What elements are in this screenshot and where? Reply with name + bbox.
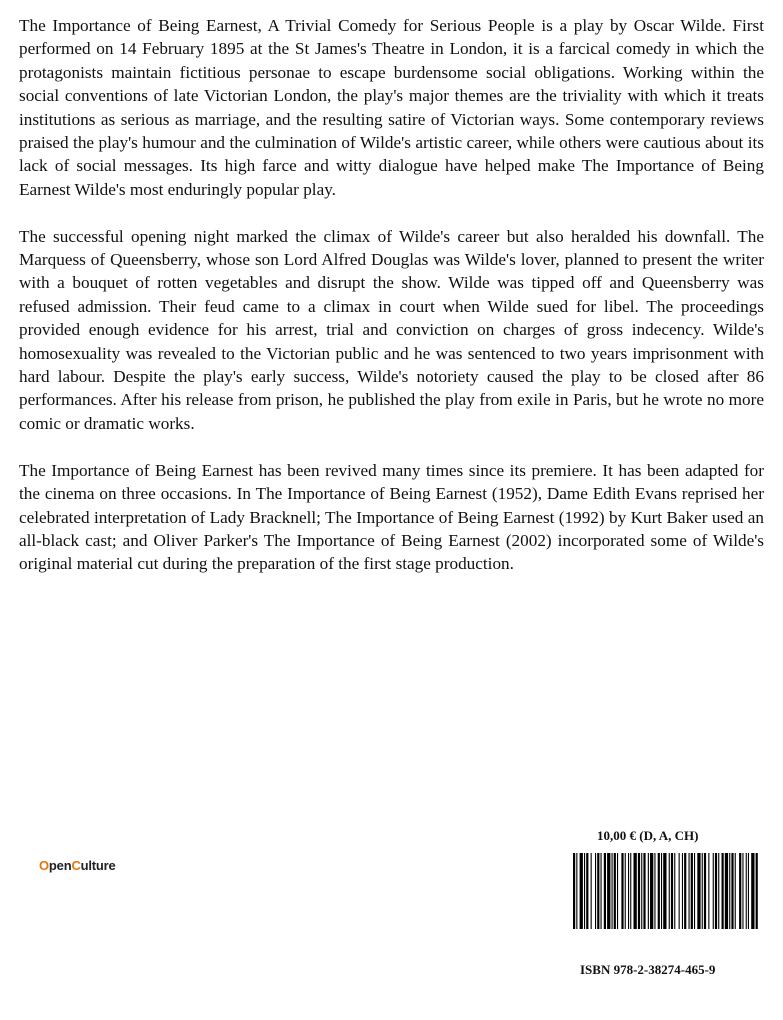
barcode-bar bbox=[725, 853, 728, 929]
barcode-bar bbox=[663, 853, 666, 929]
barcode-bar bbox=[682, 853, 683, 929]
barcode-bar bbox=[739, 853, 741, 929]
barcode-bar bbox=[751, 853, 754, 929]
barcode-bar bbox=[648, 853, 649, 929]
barcode-bar bbox=[591, 853, 592, 929]
blurb-paragraph-1: The Importance of Being Earnest, A Trivial Comedy for Serious People is a play by Oscar Wilde. First performed on 14 February 1895 at the St James's Theatre in London, it is a farcical comedy in which the protagonists maintain fictitious personae to escape burdensome social obligations. Working within the social conventions of late Victorian London, the play's major themes are the triviality with which it treats institutions as serious as marriage, and the resulting satire of Victorian ways. Some contemporary reviews praised the play's humour and the culmination of Wilde's artistic career, while others were cautious about its lack of social messages. Its high farce and witty dialogue have helped make The Importance of Being Earnest Wilde's most enduringly popular play. bbox=[19, 16, 764, 199]
barcode-bar bbox=[604, 853, 606, 929]
barcode-bar bbox=[654, 853, 655, 929]
barcode-bar bbox=[689, 853, 690, 929]
logo-letter-o: O bbox=[39, 858, 49, 873]
barcode-bar bbox=[628, 853, 629, 929]
barcode-bar bbox=[625, 853, 626, 929]
barcode-bar bbox=[729, 853, 730, 929]
barcode-bar bbox=[674, 853, 675, 929]
barcode-bar bbox=[638, 853, 640, 929]
barcode-bar bbox=[713, 853, 714, 929]
barcode-bar bbox=[601, 853, 602, 929]
barcode-bar bbox=[718, 853, 719, 929]
barcode-bar bbox=[650, 853, 653, 929]
back-cover-blurb bbox=[19, 14, 764, 599]
barcode-bar bbox=[643, 853, 645, 929]
barcode-bar bbox=[630, 853, 631, 929]
barcode-bar bbox=[586, 853, 588, 929]
barcode-bar bbox=[573, 853, 575, 929]
isbn-label: ISBN 978-2-38274-465-9 bbox=[580, 962, 716, 977]
logo-letter-c: C bbox=[71, 858, 81, 873]
barcode-bar bbox=[691, 853, 693, 929]
barcode-bar bbox=[595, 853, 596, 929]
barcode-bar bbox=[597, 853, 599, 929]
barcode-bar bbox=[661, 853, 662, 929]
barcode-bar bbox=[702, 853, 703, 929]
publisher-logo bbox=[39, 858, 116, 873]
barcode-bar bbox=[715, 853, 717, 929]
barcode-bar bbox=[607, 853, 610, 929]
blurb-paragraph-3: The Importance of Being Earnest has been revived many times since its premiere. It has been adapted for the cinema on three occasions. In The Importance of Being Earnest (1952), Dame Edith Evans reprised her celebrated interpretation of Lady Bracknell; The Importance of Being Earnest (1992) by Kurt Baker used an all-black cast; and Oliver Parker's The Importance of Being Earnest (2002) incorporated some of Wilde's original material cut during the preparation of the first stage production. bbox=[19, 460, 764, 574]
logo-text-pen: pen bbox=[48, 858, 72, 873]
barcode-bar bbox=[731, 853, 733, 929]
barcode-bar bbox=[746, 853, 747, 929]
barcode-bar bbox=[617, 853, 618, 929]
barcode-bar bbox=[697, 853, 700, 929]
price-label: 10,00 € (D, A, CH) bbox=[597, 828, 699, 843]
barcode-bar bbox=[669, 853, 670, 929]
blurb-paragraph-2: The successful opening night marked the climax of Wilde's career but also heralded his downfall. The Marquess of Queensberry, whose son Lord Alfred Douglas was Wilde's lover, planned to present the writer with a bouquet of rotten vegetables and disrupt the show. Wilde was tipped off and Queensberry was refused admission. Their feud came to a climax in court when Wilde sued for libel. The proceedings provided enough evidence for his arrest, trial and conviction on charges of gross indecency. Wilde's homosexuality was revealed to the Victorian public and he was sentenced to two years imprisonment with hard labour. Despite the play's early success, Wilde's notoriety caused the play to be closed after 86 performances. After his release from prison, he published the play from exile in Paris, but he wrote no more comic or dramatic works. bbox=[19, 226, 764, 433]
barcode-bar bbox=[708, 853, 709, 929]
barcode-bar bbox=[634, 853, 637, 929]
barcode-bar bbox=[580, 853, 583, 929]
barcode-bar bbox=[748, 853, 749, 929]
barcode-bar bbox=[704, 853, 706, 929]
barcode-bar bbox=[584, 853, 585, 929]
barcode-bar bbox=[679, 853, 680, 929]
barcode-bar bbox=[614, 853, 616, 929]
barcode-bar bbox=[735, 853, 736, 929]
barcode-bar bbox=[694, 853, 695, 929]
barcode-bar bbox=[742, 853, 743, 929]
barcode-bar bbox=[576, 853, 577, 929]
barcode-bar bbox=[671, 853, 673, 929]
barcode-bar bbox=[658, 853, 660, 929]
barcode-bar bbox=[756, 853, 758, 929]
barcode-icon bbox=[573, 853, 758, 929]
barcode-bar bbox=[641, 853, 642, 929]
barcode-bar bbox=[612, 853, 613, 929]
barcode-bar bbox=[684, 853, 686, 929]
barcode-bar bbox=[722, 853, 724, 929]
barcode-bar bbox=[621, 853, 623, 929]
logo-text-ulture: ulture bbox=[80, 858, 116, 873]
